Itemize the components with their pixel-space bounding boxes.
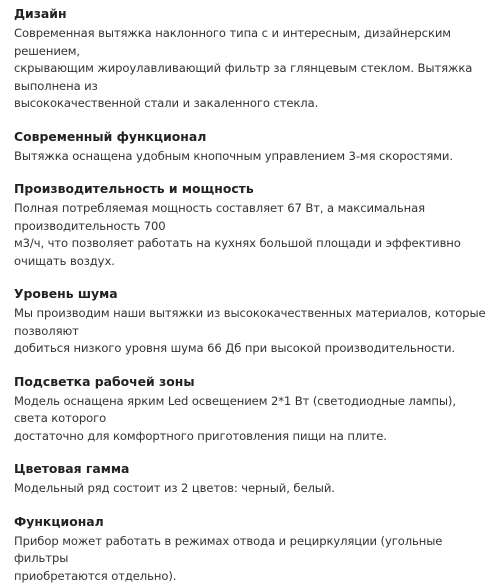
body-line: Прибор может работать в режимах отвода и рециркуляции (угольные фильтры [14,533,490,568]
body-line: Мы производим наши вытяжки из высококачественных материалов, которые позволяют [14,305,490,340]
body-line: приобретаются отдельно). [14,568,490,585]
body-line: м3/ч, что позволяет работать на кухнях большой площади и эффективно очищать воздух. [14,235,490,270]
section-performance-power [14,181,490,270]
body-line: достаточно для комфортного приготовления пищи на плите. [14,428,490,446]
body-line: Современная вытяжка наклонного типа с и интересным, дизайнерским решением, [14,25,490,60]
section-body [14,148,490,166]
section-functionality [14,514,490,585]
body-line: Модельный ряд состоит из 2 цветов: черный, белый. [14,480,490,498]
body-line: Вытяжка оснащена удобным кнопочным управлением 3-мя скоростями. [14,148,490,166]
section-body [14,393,490,446]
section-work-area-lighting [14,374,490,446]
section-body [14,200,490,270]
section-heading: Дизайн [14,6,490,22]
body-line: Модель оснащена ярким Led освещением 2*1 Вт (светодиодные лампы), света которого [14,393,490,428]
section-heading: Уровень шума [14,286,490,302]
body-line: скрывающим жироулавливающий фильтр за глянцевым стеклом. Вытяжка выполнена из [14,60,490,95]
section-heading: Цветовая гамма [14,461,490,477]
section-body [14,533,490,585]
section-body [14,480,490,498]
section-heading: Подсветка рабочей зоны [14,374,490,390]
section-modern-features [14,129,490,166]
body-line: высококачественной стали и закаленного стекла. [14,95,490,113]
section-design [14,6,490,113]
section-body [14,305,490,358]
section-heading: Функционал [14,514,490,530]
section-body [14,25,490,113]
section-heading: Современный функционал [14,129,490,145]
section-noise-level [14,286,490,358]
body-line: добиться низкого уровня шума 66 Дб при высокой производительности. [14,340,490,358]
body-line: Полная потребляемая мощность составляет 67 Вт, а максимальная производительность 700 [14,200,490,235]
section-heading: Производительность и мощность [14,181,490,197]
section-color-range [14,461,490,498]
